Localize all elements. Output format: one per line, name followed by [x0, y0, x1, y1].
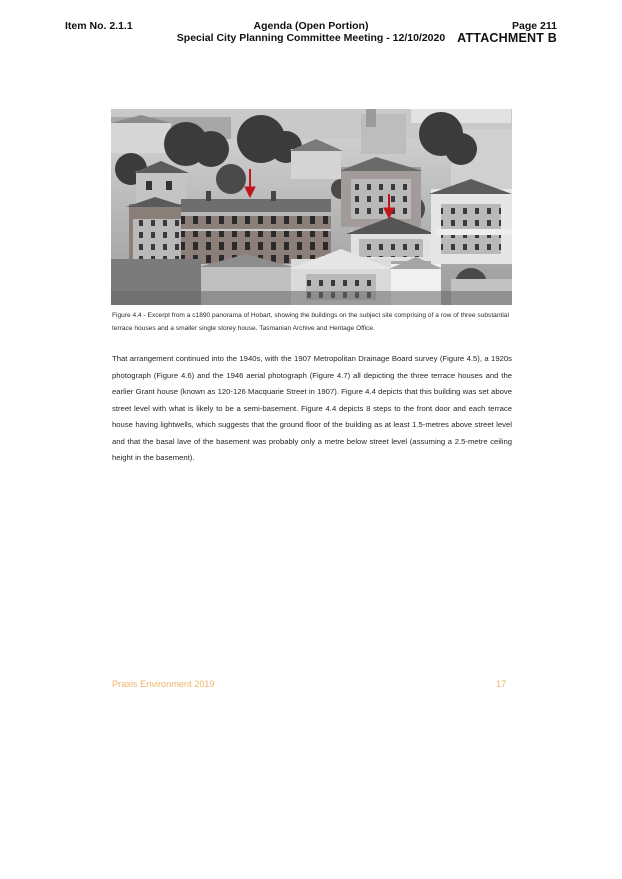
figure-caption: Figure 4.4 - Excerpt from a c1890 panorama of Hobart, showing the buildings on the subject site comprising of a row of three substantial terrace houses and a smaller single storey house. Tasmanian Archive and Heritage Office. [112, 312, 509, 332]
historic-panorama-photo [111, 109, 512, 305]
page-number: Page 211 [512, 20, 557, 32]
item-number: Item No. 2.1.1 [65, 20, 133, 32]
meeting-title: Special City Planning Committee Meeting - 12/10/2020 [176, 32, 446, 44]
body-paragraph: That arrangement continued into the 1940s, with the 1907 Metropolitan Drainage Board survey (Figure 4.5), a 1920s photograph (Figure 4.6) and the 1946 aerial photograph (Figure 4.7) all depicting the three terrace houses and the earlier Grant house (known as 120-126 Macquarie Street in 1907). Figure 4.4 depicts that this building was set above street level with what is likely to be a semi-basement. Figure 4.4 depicts 8 steps to the front door and each terrace house having lightwells, which suggests that the ground floor of the building as at least 1.5-metres above street level and that the basal lave of the basement was probably only a metre below street level (assuming a 2.5-metre ceiling height in the basement). [112, 354, 512, 462]
footer-page-number: 17 [496, 679, 507, 689]
footer-company: Praxis Environment 2019 [112, 679, 215, 689]
agenda-title: Agenda (Open Portion) [253, 20, 369, 32]
attachment-label: ATTACHMENT B [457, 31, 557, 45]
